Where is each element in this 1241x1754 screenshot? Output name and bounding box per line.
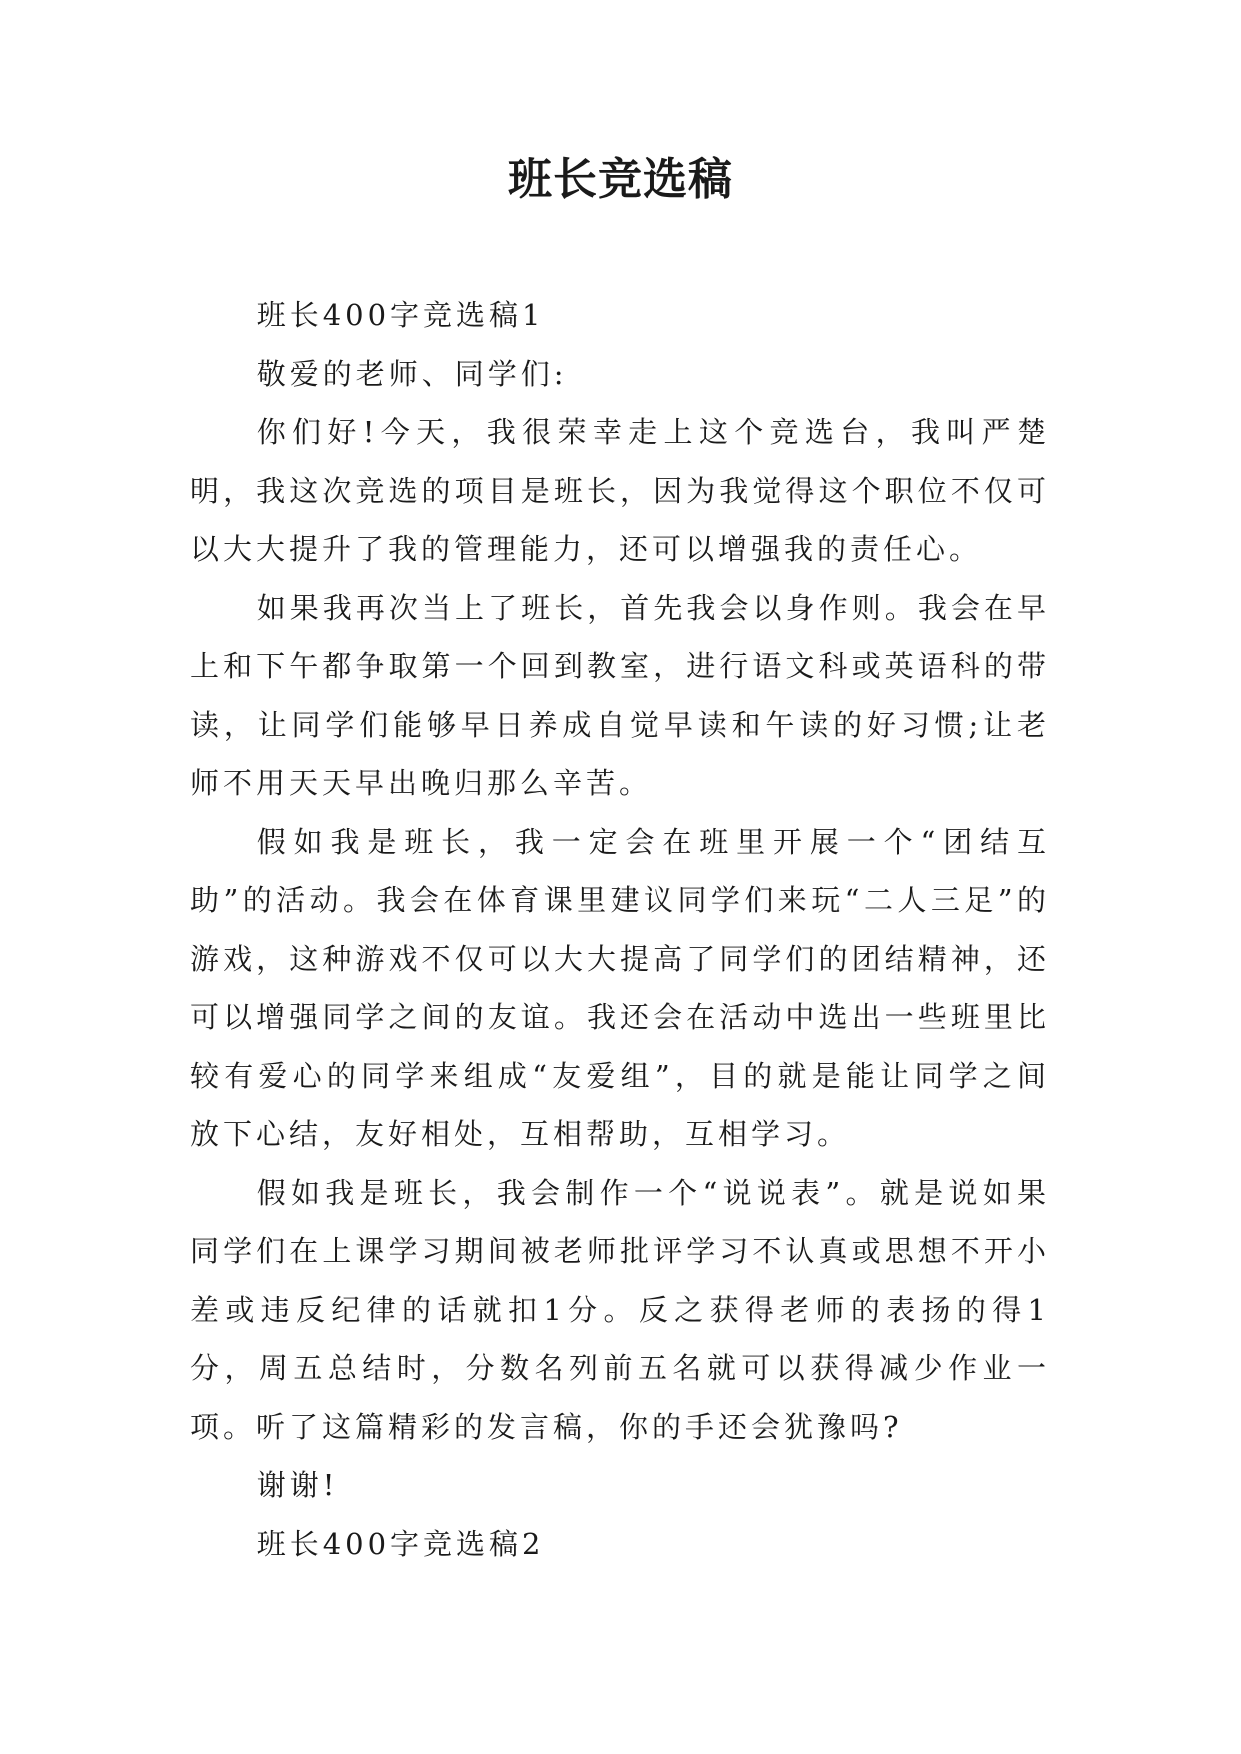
section-heading: 班长400字竞选稿2 <box>256 1526 545 1561</box>
section-heading: 班长400字竞选稿1 <box>256 298 545 332</box>
paragraph: 如果我再次当上了班长，首先我会以身作则。我会在早上和下午都争取第一个回到教室，进行语文科或英语科的带读，让同学们能够早日养成自觉早读和午读的好习惯;让老师不用天天早出晚归那么辛苦。 <box>190 590 1050 800</box>
document-title: 班长竞选稿 <box>508 154 733 205</box>
closing: 谢谢! <box>256 1468 339 1502</box>
paragraph: 假如我是班长，我会制作一个“说说表”。就是说如果同学们在上课学习期间被老师批评学习不认真或思想不开小差或违反纪律的话就扣1分。反之获得老师的表扬的得1分，周五总结时，分数名列前五名就可以获得减少作业一项。听了这篇精彩的发言稿，你的手还会犹豫吗? <box>190 1175 1050 1444</box>
document-body <box>190 286 1050 1573</box>
paragraph: 假如我是班长，我一定会在班里开展一个“团结互助”的活动。我会在体育课里建议同学们来玩“二人三足”的游戏，这种游戏不仅可以大大提高了同学们的团结精神，还可以增强同学之间的友谊。我还会在活动中选出一些班里比较有爱心的同学来组成“友爱组”，目的就是能让同学之间放下心结，友好相处，互相帮助，互相学习。 <box>190 824 1050 1151</box>
paragraph: 你们好!今天，我很荣幸走上这个竞选台，我叫严楚明，我这次竞选的项目是班长，因为我觉得这个职位不仅可以大大提升了我的管理能力，还可以增强我的责任心。 <box>190 415 1050 566</box>
salutation: 敬爱的老师、同学们: <box>256 356 568 391</box>
